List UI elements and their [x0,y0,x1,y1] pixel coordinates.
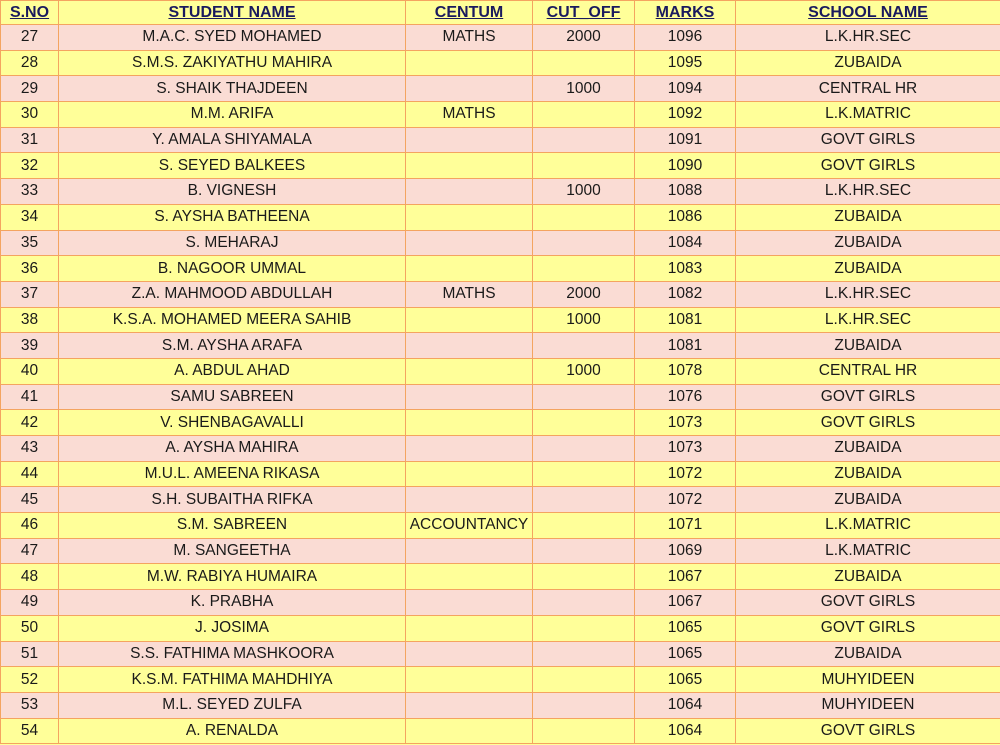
cell-school-name: GOVT GIRLS [736,384,1000,410]
cell-school-name: L.K.HR.SEC [736,179,1000,205]
cell-marks: 1067 [635,590,736,616]
table-header [1,1,1000,25]
cell-student-name: A. AYSHA MAHIRA [59,436,406,462]
cell-sno: 50 [1,615,59,641]
table-row [1,102,1000,128]
table-row [1,692,1000,718]
cell-school-name: L.K.MATRIC [736,102,1000,128]
cell-sno: 27 [1,25,59,51]
cell-student-name: M.A.C. SYED MOHAMED [59,25,406,51]
cell-student-name: V. SHENBAGAVALLI [59,410,406,436]
header-row [1,1,1000,25]
cell-school-name: ZUBAIDA [736,204,1000,230]
cell-centum [406,179,533,205]
cell-centum [406,256,533,282]
cell-sno: 38 [1,307,59,333]
cell-cut-off: 1000 [533,76,635,102]
cell-cut-off [533,692,635,718]
table-row [1,564,1000,590]
cell-marks: 1096 [635,25,736,51]
table-row [1,153,1000,179]
cell-cut-off [533,102,635,128]
cell-student-name: M. SANGEETHA [59,538,406,564]
cell-marks: 1078 [635,358,736,384]
cell-cut-off [533,410,635,436]
cell-marks: 1086 [635,204,736,230]
cell-cut-off [533,436,635,462]
cell-centum [406,333,533,359]
cell-cut-off: 1000 [533,179,635,205]
cell-cut-off: 2000 [533,281,635,307]
cell-centum [406,50,533,76]
table-row [1,641,1000,667]
cell-school-name: GOVT GIRLS [736,590,1000,616]
cell-centum [406,692,533,718]
table-row [1,667,1000,693]
cell-student-name: M.L. SEYED ZULFA [59,692,406,718]
cell-cut-off: 2000 [533,25,635,51]
cell-sno: 51 [1,641,59,667]
header-marks: MARKS [635,1,736,25]
table-row [1,513,1000,539]
cell-student-name: S.M.S. ZAKIYATHU MAHIRA [59,50,406,76]
cell-student-name: Y. AMALA SHIYAMALA [59,127,406,153]
cell-cut-off [533,153,635,179]
table-row [1,25,1000,51]
cell-sno: 43 [1,436,59,462]
cell-student-name: K.S.A. MOHAMED MEERA SAHIB [59,307,406,333]
table-row [1,358,1000,384]
cell-marks: 1065 [635,641,736,667]
cell-cut-off [533,127,635,153]
cell-school-name: ZUBAIDA [736,230,1000,256]
header-student-name: STUDENT NAME [59,1,406,25]
cell-marks: 1095 [635,50,736,76]
table-row [1,615,1000,641]
cell-student-name: S.M. SABREEN [59,513,406,539]
table-row [1,590,1000,616]
cell-student-name: A. RENALDA [59,718,406,744]
cell-sno: 45 [1,487,59,513]
cell-sno: 39 [1,333,59,359]
cell-cut-off [533,667,635,693]
cell-school-name: L.K.HR.SEC [736,307,1000,333]
cell-sno: 29 [1,76,59,102]
cell-centum: MATHS [406,281,533,307]
cell-centum [406,384,533,410]
cell-marks: 1064 [635,692,736,718]
table-body [1,25,1000,744]
cell-centum [406,667,533,693]
cell-cut-off [533,50,635,76]
cell-school-name: GOVT GIRLS [736,153,1000,179]
cell-centum [406,76,533,102]
cell-sno: 28 [1,50,59,76]
cell-cut-off [533,615,635,641]
cell-marks: 1092 [635,102,736,128]
table-row [1,410,1000,436]
cell-centum [406,641,533,667]
cell-marks: 1073 [635,436,736,462]
cell-marks: 1094 [635,76,736,102]
cell-student-name: S. SEYED BALKEES [59,153,406,179]
cell-centum [406,461,533,487]
cell-school-name: L.K.HR.SEC [736,281,1000,307]
cell-marks: 1069 [635,538,736,564]
table-row [1,384,1000,410]
table-row [1,718,1000,744]
cell-school-name: GOVT GIRLS [736,410,1000,436]
table-row [1,179,1000,205]
cell-centum [406,564,533,590]
cell-student-name: M.M. ARIFA [59,102,406,128]
cell-student-name: SAMU SABREEN [59,384,406,410]
cell-student-name: A. ABDUL AHAD [59,358,406,384]
cell-cut-off [533,204,635,230]
cell-centum [406,410,533,436]
cell-school-name: ZUBAIDA [736,436,1000,462]
table-row [1,50,1000,76]
cell-student-name: K.S.M. FATHIMA MAHDHIYA [59,667,406,693]
cell-centum [406,590,533,616]
cell-sno: 54 [1,718,59,744]
cell-marks: 1083 [635,256,736,282]
cell-school-name: ZUBAIDA [736,50,1000,76]
cell-school-name: L.K.HR.SEC [736,25,1000,51]
header-sno: S.NO [1,1,59,25]
cell-cut-off [533,333,635,359]
cell-cut-off [533,230,635,256]
cell-cut-off [533,487,635,513]
cell-sno: 42 [1,410,59,436]
cell-student-name: Z.A. MAHMOOD ABDULLAH [59,281,406,307]
cell-school-name: GOVT GIRLS [736,127,1000,153]
cell-student-name: S. MEHARAJ [59,230,406,256]
cell-sno: 31 [1,127,59,153]
table-row [1,487,1000,513]
cell-student-name: B. VIGNESH [59,179,406,205]
header-centum: CENTUM [406,1,533,25]
cell-marks: 1065 [635,615,736,641]
cell-sno: 53 [1,692,59,718]
cell-cut-off [533,564,635,590]
cell-sno: 47 [1,538,59,564]
cell-sno: 33 [1,179,59,205]
cell-marks: 1072 [635,487,736,513]
cell-student-name: S. AYSHA BATHEENA [59,204,406,230]
cell-school-name: ZUBAIDA [736,487,1000,513]
table-row [1,538,1000,564]
cell-student-name: S. SHAIK THAJDEEN [59,76,406,102]
cell-cut-off [533,590,635,616]
table-row [1,204,1000,230]
cell-school-name: ZUBAIDA [736,333,1000,359]
cell-student-name: M.W. RABIYA HUMAIRA [59,564,406,590]
cell-marks: 1090 [635,153,736,179]
cell-marks: 1081 [635,307,736,333]
cell-marks: 1088 [635,179,736,205]
cell-marks: 1082 [635,281,736,307]
cell-centum [406,307,533,333]
cell-school-name: MUHYIDEEN [736,667,1000,693]
cell-school-name: ZUBAIDA [736,461,1000,487]
cell-sno: 44 [1,461,59,487]
cell-marks: 1084 [635,230,736,256]
cell-centum [406,538,533,564]
cell-centum [406,358,533,384]
cell-school-name: ZUBAIDA [736,564,1000,590]
cell-cut-off [533,256,635,282]
table-row [1,76,1000,102]
cell-centum [406,153,533,179]
cell-sno: 34 [1,204,59,230]
cell-marks: 1072 [635,461,736,487]
cell-cut-off: 1000 [533,307,635,333]
cell-cut-off [533,538,635,564]
cell-marks: 1071 [635,513,736,539]
header-cut-off: CUT_OFF [533,1,635,25]
cell-sno: 32 [1,153,59,179]
cell-school-name: L.K.MATRIC [736,513,1000,539]
cell-student-name: B. NAGOOR UMMAL [59,256,406,282]
cell-sno: 36 [1,256,59,282]
cell-cut-off [533,718,635,744]
cell-centum: MATHS [406,102,533,128]
table-row [1,307,1000,333]
table-row [1,256,1000,282]
table-row [1,333,1000,359]
cell-centum [406,204,533,230]
cell-student-name: S.M. AYSHA ARAFA [59,333,406,359]
cell-cut-off [533,384,635,410]
cell-sno: 35 [1,230,59,256]
cell-cut-off: 1000 [533,358,635,384]
cell-school-name: CENTRAL HR [736,358,1000,384]
cell-student-name: J. JOSIMA [59,615,406,641]
cell-centum [406,127,533,153]
cell-marks: 1091 [635,127,736,153]
cell-school-name: GOVT GIRLS [736,718,1000,744]
cell-marks: 1065 [635,667,736,693]
cell-sno: 37 [1,281,59,307]
cell-marks: 1067 [635,564,736,590]
header-school-name: SCHOOL NAME [736,1,1000,25]
cell-cut-off [533,461,635,487]
table-row [1,461,1000,487]
cell-school-name: CENTRAL HR [736,76,1000,102]
cell-centum [406,436,533,462]
cell-sno: 41 [1,384,59,410]
cell-school-name: MUHYIDEEN [736,692,1000,718]
cell-cut-off [533,513,635,539]
cell-cut-off [533,641,635,667]
cell-student-name: M.U.L. AMEENA RIKASA [59,461,406,487]
cell-school-name: ZUBAIDA [736,256,1000,282]
cell-student-name: S.S. FATHIMA MASHKOORA [59,641,406,667]
cell-marks: 1073 [635,410,736,436]
cell-marks: 1064 [635,718,736,744]
cell-sno: 30 [1,102,59,128]
cell-sno: 52 [1,667,59,693]
cell-sno: 40 [1,358,59,384]
cell-school-name: ZUBAIDA [736,641,1000,667]
cell-sno: 46 [1,513,59,539]
cell-centum [406,718,533,744]
table-row [1,281,1000,307]
cell-centum: ACCOUNTANCY [406,513,533,539]
cell-school-name: GOVT GIRLS [736,615,1000,641]
cell-centum [406,487,533,513]
cell-marks: 1076 [635,384,736,410]
cell-school-name: L.K.MATRIC [736,538,1000,564]
table-row [1,230,1000,256]
cell-centum: MATHS [406,25,533,51]
cell-sno: 48 [1,564,59,590]
table-row [1,127,1000,153]
table-row [1,436,1000,462]
cell-centum [406,230,533,256]
cell-student-name: K. PRABHA [59,590,406,616]
cell-sno: 49 [1,590,59,616]
cell-centum [406,615,533,641]
cell-student-name: S.H. SUBAITHA RIFKA [59,487,406,513]
cell-marks: 1081 [635,333,736,359]
